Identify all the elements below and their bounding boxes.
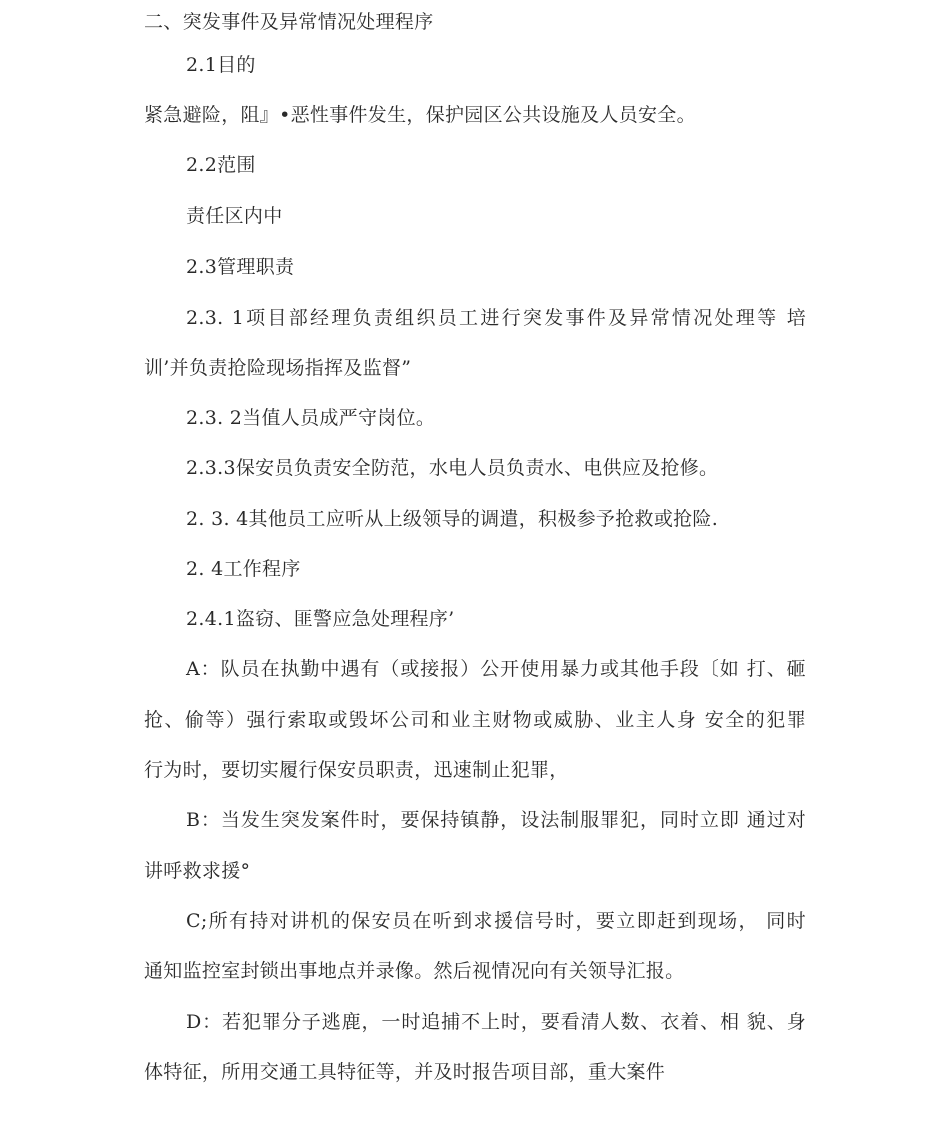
paragraph-line: 通知监控室封锁出事地点并录像。然后视情况向有关领导汇报。 [144,960,685,982]
paragraph-line: 讲呼救求援° [144,860,251,882]
paragraph-scope: 责任区内中 [186,205,283,227]
paragraph-line: 2. 3. 4其他员工应听从上级领导的调遣，积极参予抢救或抢险. [186,508,719,530]
paragraph-line: C;所有持对讲机的保安员在听到求援信号时，要立即赶到现场， 同时 [186,910,806,932]
subsection-procedure-title: 2. 4工作程序 [186,558,301,580]
paragraph-line: 2.3.3保安员负责安全防范，水电人员负责水、电供应及抢修。 [186,457,719,479]
section-heading: 二、突发事件及异常情况处理程序 [144,11,434,33]
paragraph-line: 行为时，要切实履行保安员职责，迅速制止犯罪， [144,759,569,781]
subsection-theft-title: 2.4.1盗窃、匪警应急处理程序’ [186,608,455,630]
paragraph-line: D：若犯罪分子逃鹿，一时追捕不上时，要看清人数、衣着、相 貌、身 [186,1011,806,1033]
paragraph-line: 体特征，所用交通工具特征等，并及时报告项目部，重大案件 [144,1061,666,1083]
paragraph-purpose: 紧急避险，阻』•恶性事件发生，保护园区公共设施及人员安全。 [144,104,696,126]
paragraph-line: 2.3. 1项目部经理负责组织员工进行突发事件及异常情况处理等 培 [186,307,806,329]
paragraph-line: B：当发生突发案件时，要保持镇静，设法制服罪犯，同时立即 通过对 [186,809,806,831]
subsection-responsibility-title: 2.3管理职责 [186,256,295,278]
subsection-scope-title: 2.2范围 [186,154,256,176]
paragraph-line: A：队员在执勤中遇有（或接报）公开使用暴力或其他手段〔如 打、砸 [186,658,806,680]
paragraph-line: 抢、偷等）强行索取或毁坏公司和业主财物或威胁、业主人身 安全的犯罪 [144,709,806,731]
paragraph-line: 训’并负责抢险现场指挥及监督” [144,357,412,379]
subsection-purpose-title: 2.1目的 [186,54,256,76]
paragraph-line: 2.3. 2当值人员成严守岗位。 [186,407,436,429]
